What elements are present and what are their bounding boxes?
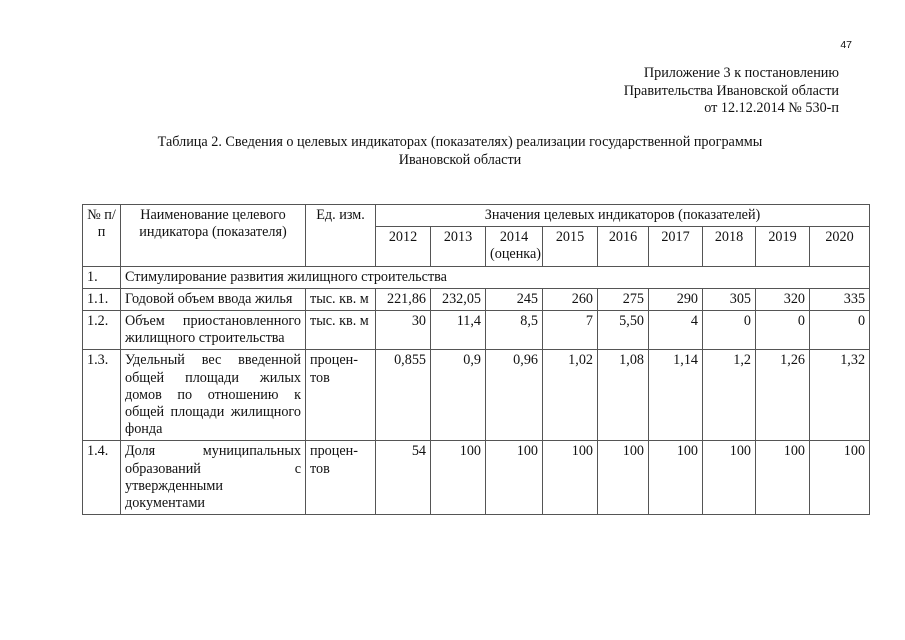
header-year: 2015 [543,227,598,266]
indicator-value: 0 [756,311,810,350]
indicator-value: 100 [810,441,870,515]
table-row [83,311,870,350]
indicator-value: 4 [649,311,703,350]
page-number: 47 [840,39,852,51]
indicator-value: 0 [703,311,756,350]
indicator-value: 100 [703,441,756,515]
header-values-title: Значения целевых индикаторов (показателей) [376,205,870,227]
indicator-value: 100 [649,441,703,515]
indicator-value: 245 [486,288,543,310]
indicator-value: 1,02 [543,350,598,441]
indicator-value: 320 [756,288,810,310]
indicator-unit: тыс. кв. м [306,288,376,310]
header-year: 2019 [756,227,810,266]
appendix-line-3: от 12.12.2014 № 530-п [704,100,839,116]
header-year: 2012 [376,227,431,266]
table-row [83,441,870,515]
header-year: 2013 [431,227,486,266]
indicator-value: 100 [543,441,598,515]
indicator-value: 1,2 [703,350,756,441]
appendix-line-2: Правительства Ивановской области [623,82,839,99]
table-row [83,350,870,441]
indicator-value: 1,26 [756,350,810,441]
table-title [100,134,820,169]
indicator-unit: процен-тов [306,350,376,441]
indicator-value: 335 [810,288,870,310]
indicator-value: 100 [598,441,649,515]
appendix-line-1: Приложение 3 к постановлению [643,65,839,81]
indicator-value: 100 [756,441,810,515]
header-indicator-name: Наименование целевого индикатора (показателя) [121,205,306,267]
indicator-value: 232,05 [431,288,486,310]
section-title: Стимулирование развития жилищного строительства [121,266,870,288]
indicator-value: 100 [486,441,543,515]
indicator-value: 100 [431,441,486,515]
row-number: 1.4. [83,441,121,515]
indicator-value: 1,14 [649,350,703,441]
indicator-value: 305 [703,288,756,310]
indicator-value: 30 [376,311,431,350]
header-year: 2014 (оценка) [486,227,543,266]
section-row [83,266,870,288]
row-number: 1.2. [83,311,121,350]
indicator-unit: тыс. кв. м [306,311,376,350]
indicator-value: 0,855 [376,350,431,441]
header-number: № п/п [83,205,121,267]
indicator-value: 260 [543,288,598,310]
table-row [83,288,870,310]
indicator-name: Объем приостановленного жилищного строительства [121,311,306,350]
indicator-value: 275 [598,288,649,310]
header-year: 2016 [598,227,649,266]
indicator-value: 11,4 [431,311,486,350]
row-number: 1.1. [83,288,121,310]
indicator-name: Удельный вес введенной общей площади жилых домов по отношению к общей площади жилищного фонда [121,350,306,441]
indicators-table [82,204,870,515]
header-year: 2018 [703,227,756,266]
table-title-line-2: Ивановской области [398,151,522,168]
indicator-value: 0,96 [486,350,543,441]
indicator-name: Годовой объем ввода жилья [121,288,306,310]
row-number: 1.3. [83,350,121,441]
indicator-value: 0 [810,311,870,350]
header-row-1 [83,205,870,227]
indicator-value: 1,32 [810,350,870,441]
indicator-value: 54 [376,441,431,515]
table-title-line-1: Таблица 2. Сведения о целевых индикаторах (показателях) реализации государственной программы [157,134,763,150]
header-year: 2020 [810,227,870,266]
indicator-value: 0,9 [431,350,486,441]
indicator-unit: процен-тов [306,441,376,515]
indicator-value: 5,50 [598,311,649,350]
indicator-value: 1,08 [598,350,649,441]
indicator-value: 221,86 [376,288,431,310]
indicator-value: 8,5 [486,311,543,350]
header-unit: Ед. изм. [306,205,376,267]
indicator-name: Доля муниципальных образований с утвержденными документами [121,441,306,515]
indicator-value: 7 [543,311,598,350]
header-year: 2017 [649,227,703,266]
appendix-header [479,65,839,118]
indicator-value: 290 [649,288,703,310]
section-number: 1. [83,266,121,288]
